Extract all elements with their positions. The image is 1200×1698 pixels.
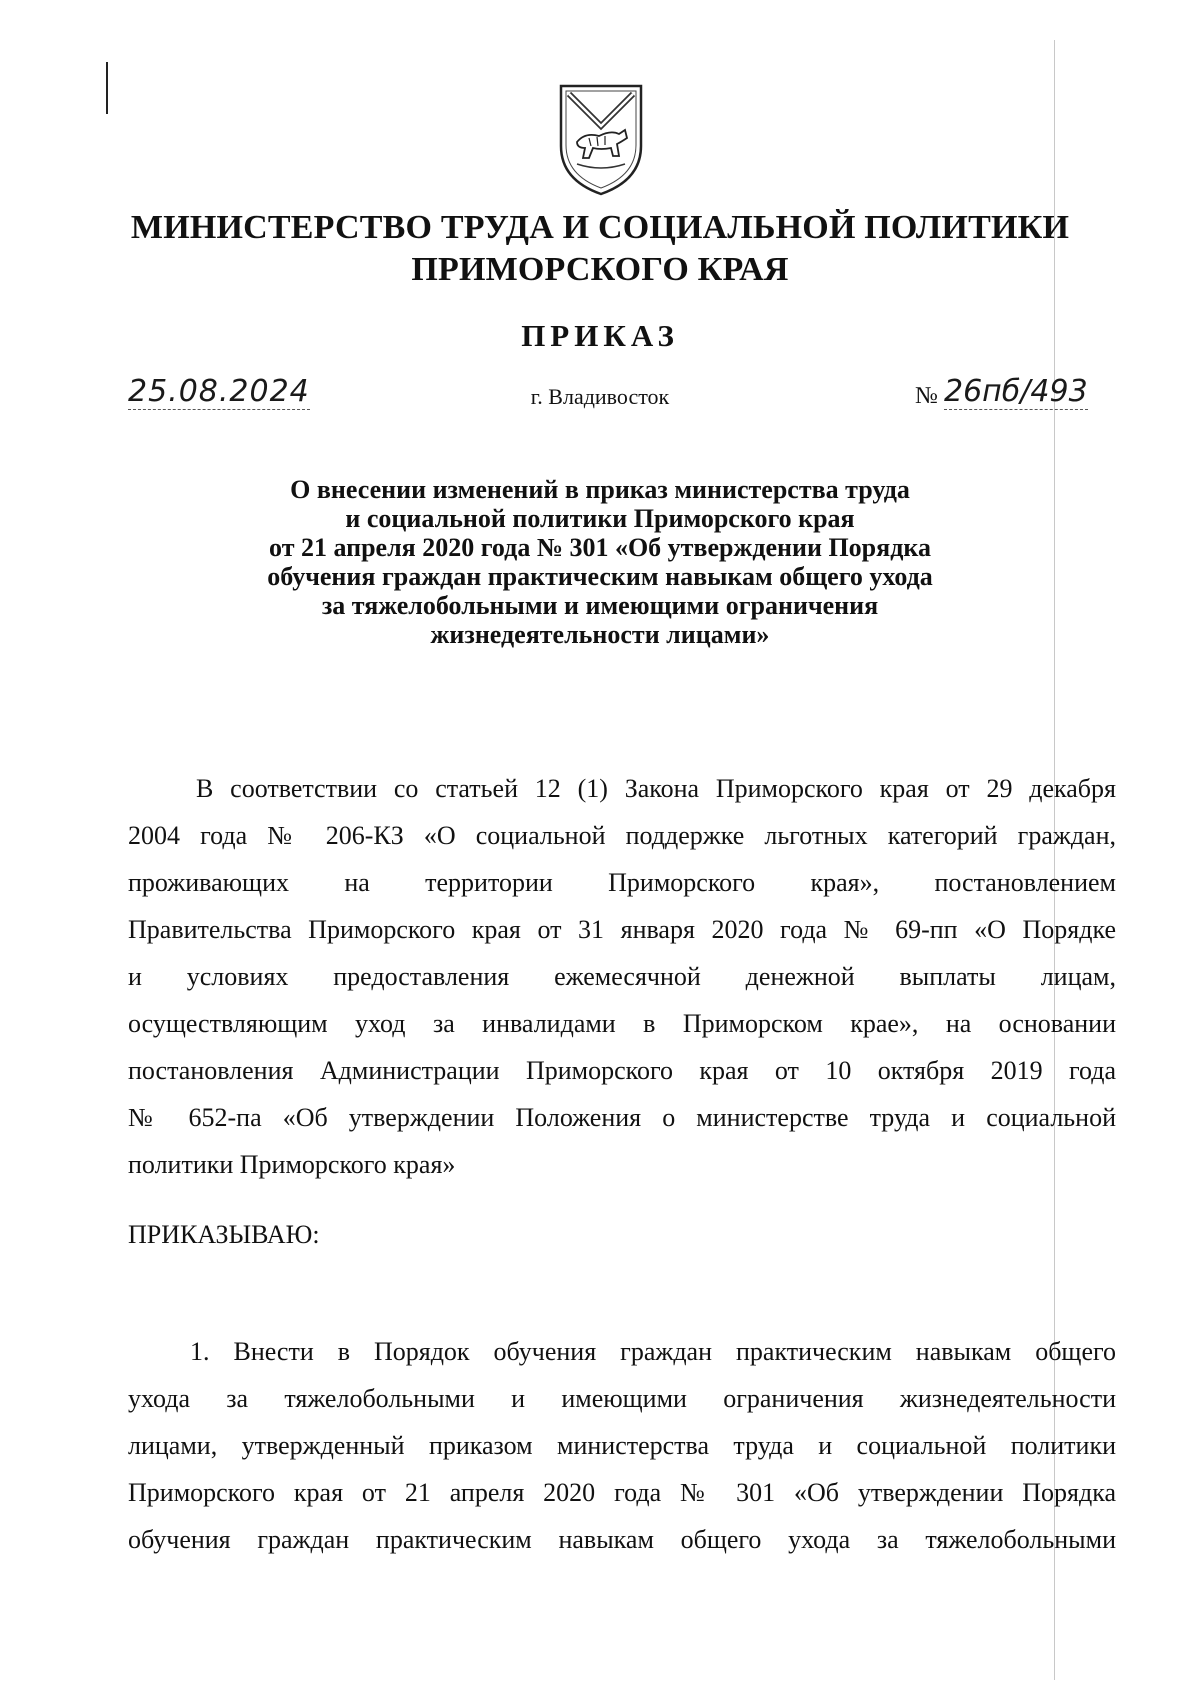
preamble-line: № 652-па «Об утверждении Положения о министерстве труда и социальной: [128, 1103, 1116, 1132]
order-subject: [160, 475, 1040, 649]
document-type: ПРИКАЗ: [521, 318, 679, 353]
subject-line: за тяжелобольными и имеющими ограничения: [321, 591, 879, 620]
item-line: ухода за тяжелобольными и имеющими ограничения жизнедеятельности: [128, 1384, 1116, 1413]
coat-of-arms-icon: [555, 80, 647, 198]
preamble-line: и условиях предоставления ежемесячной денежной выплаты лицам,: [128, 962, 1116, 991]
preamble-line: политики Приморского края»: [128, 1150, 456, 1179]
order-word: ПРИКАЗЫВАЮ:: [128, 1220, 320, 1249]
subject-line: от 21 апреля 2020 года № 301 «Об утверждении Порядка: [269, 533, 931, 562]
preamble-line: Правительства Приморского края от 31 января 2020 года № 69-пп «О Порядке: [128, 915, 1116, 944]
subject-line: О внесении изменений в приказ министерства труда: [290, 475, 910, 504]
item-line: 1. Внести в Порядок обучения граждан практическим навыкам общего: [190, 1337, 1116, 1366]
item-1-paragraph: [128, 1328, 1116, 1563]
subject-line: обучения граждан практическим навыкам общего ухода: [267, 562, 933, 591]
order-number: 26пб/493: [944, 374, 1088, 409]
item-line: лицами, утвержденный приказом министерства труда и социальной политики: [128, 1431, 1116, 1460]
ministry-line-1: МИНИСТЕРСТВО ТРУДА И СОЦИАЛЬНОЙ ПОЛИТИКИ: [130, 209, 1070, 246]
subject-line: жизнедеятельности лицами»: [430, 620, 770, 649]
preamble-paragraph: [128, 765, 1116, 1188]
city: г. Владивосток: [530, 384, 670, 409]
scan-artifact-line: [106, 62, 108, 114]
ministry-name: [100, 207, 1100, 291]
item-line: Приморского края от 21 апреля 2020 года № 301 «Об утверждении Порядка: [128, 1478, 1116, 1507]
ministry-line-2: ПРИМОРСКОГО КРАЯ: [411, 251, 789, 288]
order-date: 25.08.2024: [128, 374, 310, 409]
preamble-line: постановления Администрации Приморского края от 10 октября 2019 года: [128, 1056, 1116, 1085]
preamble-line: 2004 года № 206-КЗ «О социальной поддержке льготных категорий граждан,: [128, 821, 1116, 850]
item-line: обучения граждан практическим навыкам общего ухода за тяжелобольными: [128, 1525, 1116, 1554]
preamble-line: осуществляющим уход за инвалидами в Приморском крае», на основании: [128, 1009, 1116, 1038]
subject-line: и социальной политики Приморского края: [345, 504, 855, 533]
number-label: №: [915, 383, 938, 409]
preamble-line: В соответствии со статьей 12 (1) Закона Приморского края от 29 декабря: [196, 774, 1116, 803]
preamble-line: проживающих на территории Приморского края», постановлением: [128, 868, 1116, 897]
